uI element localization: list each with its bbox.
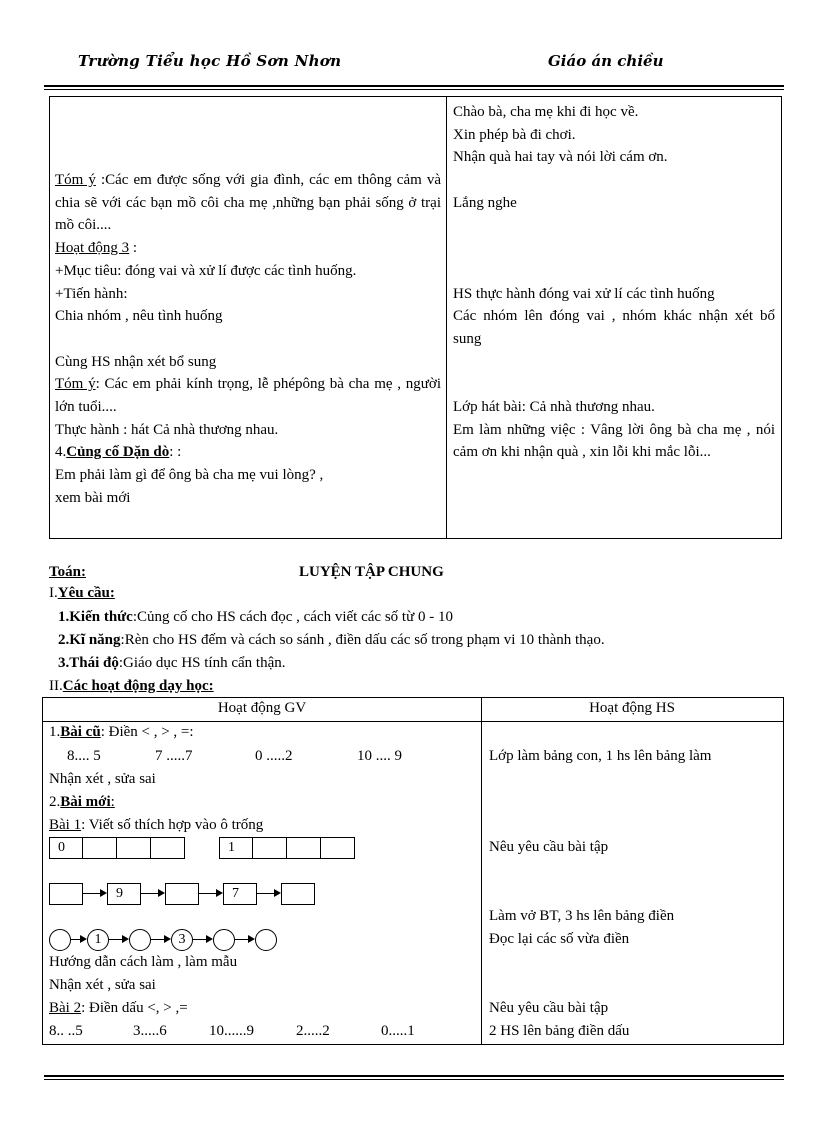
objective-line: +Mục tiêu: đóng vai và xử lí được các tình huống. [55, 262, 357, 279]
student-column-header: Hoạt động HS [589, 700, 675, 716]
old-lesson-heading [49, 724, 194, 741]
objective-knowledge-text: :Củng cố cho HS cách đọc , cách viết các số từ 0 - 10 [132, 609, 453, 625]
student-activity-3: Làm vở BT, 3 hs lên bảng điền [489, 908, 675, 924]
header-divider [43, 721, 783, 722]
column-divider [481, 698, 482, 1044]
arrow-right-icon [83, 883, 107, 905]
activities-num: II. [49, 678, 63, 694]
chain-box-empty [281, 883, 315, 905]
objective-attitude [58, 655, 286, 672]
header-doc-title: Giáo án chiều [548, 52, 664, 70]
old-lesson-label: Bài cũ [60, 724, 101, 740]
number-box-empty [117, 837, 151, 859]
header-school-name: Trường Tiểu học Hồ Sơn Nhơn [78, 52, 342, 70]
teacher-column [55, 169, 441, 510]
exercise-2-text: : Điền dấu <, > ,= [81, 1000, 188, 1016]
footer-rule [44, 1075, 784, 1077]
student-line-1: Chào bà, cha mẹ khi đi học về. [453, 104, 639, 120]
activity-table-continued [49, 96, 782, 539]
new-lesson-num: 2. [49, 794, 61, 810]
group-line: Chia nhóm , nêu tình huống [55, 308, 223, 325]
number-box-empty [287, 837, 321, 859]
arrow-right-icon [141, 883, 165, 905]
compare-item-4: 10 .... 9 [357, 748, 402, 764]
fill-item-1: 8.. ..5 [49, 1023, 83, 1039]
arrow-chain-boxes [49, 883, 315, 905]
requirements-label: Yêu cầu: [57, 585, 115, 601]
footer-rule-thin [44, 1079, 784, 1080]
number-boxes-b [219, 837, 355, 859]
arrow-right-icon [235, 929, 255, 951]
exercise-2-label: Bài 2 [49, 1000, 82, 1016]
chain-circle-empty [49, 929, 71, 951]
practice-line: Thực hành : hát Cả nhà thương nhau. [55, 421, 279, 438]
summary-text: :Các em được sống với gia đình, các em thông cảm và chia sẽ với các bạn mồ côi cha mẹ ,những bạn phải sống ở trại mồ côi.... [55, 172, 441, 234]
new-lesson-colon: : [110, 794, 115, 810]
review-line-2: Nhận xét , sửa sai [49, 977, 156, 993]
student-activity-4: Đọc lại các số vừa điền [489, 931, 630, 947]
student-line-2: Xin phép bà đi chơi. [453, 126, 576, 143]
requirements-heading [49, 585, 115, 602]
chain-circle-empty [129, 929, 151, 951]
subject-label: Toán: [49, 564, 86, 580]
exercise-1-text: : Viết số thích hợp vào ô trống [81, 817, 264, 833]
spacer [453, 215, 775, 238]
activities-label: Các hoạt động dạy học: [62, 678, 214, 694]
activities-heading [49, 678, 214, 695]
procedure-line: +Tiến hành: [55, 285, 128, 302]
student-line-7: Lớp hát bài: Cả nhà thương nhau. [453, 399, 655, 416]
exercise-1-heading [49, 817, 263, 834]
chain-circle-empty [255, 929, 277, 951]
objective-skill-text: :Rèn cho HS đếm và cách so sánh , điền dấu các số trong phạm vi 10 thành thạo. [120, 632, 605, 648]
column-divider [446, 97, 447, 538]
objective-attitude-label: 3.Thái độ [58, 655, 119, 671]
spacer [453, 169, 775, 192]
chain-circle-empty [213, 929, 235, 951]
new-lesson-heading [49, 794, 115, 811]
activity-3-heading [55, 237, 441, 260]
arrow-right-icon [199, 883, 223, 905]
fill-item-4: 2.....2 [296, 1023, 330, 1039]
fill-item-5: 0.....1 [381, 1023, 415, 1039]
student-activity-6: 2 HS lên bảng điền dấu [489, 1023, 630, 1039]
fill-item-3: 10......9 [209, 1023, 254, 1039]
requirements-num: I. [49, 585, 58, 601]
new-lesson-label: Bài mới [60, 794, 111, 810]
number-box: 1 [219, 837, 253, 859]
chain-box: 7 [223, 883, 257, 905]
review-line: Cùng HS nhận xét bổ sung [55, 353, 217, 370]
student-line-3: Nhận quà hai tay và nói lời cám ơn. [453, 149, 668, 166]
spacer [453, 237, 775, 260]
wrapup-label: Củng cố Dặn dò [66, 444, 170, 461]
summary-label: Tóm ý [55, 172, 96, 188]
number-boxes-a [49, 837, 185, 859]
summary-paragraph [55, 169, 441, 237]
compare-item-1: 8.... 5 [67, 748, 101, 764]
guide-line: Hướng dẫn cách làm , làm mẫu [49, 954, 238, 970]
question-line: Em phải làm gì để ông bà cha mẹ vui lòng? , [55, 467, 324, 484]
chain-circle: 3 [171, 929, 193, 951]
student-column [453, 101, 775, 464]
spacer [453, 260, 775, 283]
student-activity-2: Nêu yêu cầu bài tập [489, 839, 609, 855]
header-rule [44, 85, 784, 87]
lesson-title: LUYỆN TẬP CHUNG [299, 564, 444, 580]
lesson-title-row [49, 564, 444, 581]
number-box-empty [253, 837, 287, 859]
arrow-right-icon [151, 929, 171, 951]
number-box: 0 [49, 837, 83, 859]
compare-item-2: 7 .....7 [155, 748, 193, 764]
number-box-empty [151, 837, 185, 859]
student-activity-1: Lớp làm bảng con, 1 hs lên bảng làm [489, 748, 712, 764]
chain-circle: 1 [87, 929, 109, 951]
objective-knowledge-label: 1.Kiến thức [58, 609, 133, 625]
student-line-6: Các nhóm lên đóng vai , nhóm khác nhận xét bổ sung [453, 308, 775, 347]
old-lesson-num: 1. [49, 724, 61, 740]
wrapup-colon: : : [169, 444, 182, 461]
student-line-8: Em làm những việc : Vâng lời ông bà cha mẹ , nói cảm ơn khi nhận quà , xin lỗi khi mắc lỗi... [453, 421, 775, 461]
wrapup-num: 4. [55, 444, 67, 461]
arrow-right-icon [193, 929, 213, 951]
arrow-right-icon [71, 929, 87, 951]
teacher-column-header: Hoạt động GV [217, 700, 307, 716]
chain-box: 9 [107, 883, 141, 905]
objective-skill-label: 2.Kĩ năng [58, 632, 121, 648]
chain-box-empty [49, 883, 83, 905]
exercise-1-label: Bài 1 [49, 817, 82, 833]
objective-knowledge [58, 609, 453, 626]
fill-item-2: 3.....6 [133, 1023, 167, 1039]
activity-3-label: Hoạt động 3 [55, 240, 130, 257]
activities-table [42, 697, 784, 1045]
review-line-1: Nhận xét , sửa sai [49, 771, 156, 787]
spacer [453, 351, 775, 374]
header-rule-thin [44, 89, 784, 90]
objective-skill [58, 632, 605, 649]
student-activity-5: Nêu yêu cầu bài tập [489, 1000, 609, 1016]
number-box-empty [321, 837, 355, 859]
compare-item-3: 0 .....2 [255, 748, 293, 764]
student-line-4: Lắng nghe [453, 194, 517, 211]
exercise-2-heading [49, 1000, 188, 1017]
arrow-right-icon [109, 929, 129, 951]
old-lesson-text: : Điền < , > , =: [100, 724, 194, 740]
objective-attitude-text: :Giáo dục HS tính cẩn thận. [118, 655, 286, 671]
activity-3-colon: : [129, 240, 138, 257]
summary-label-2: Tóm ý [55, 376, 96, 393]
number-box-empty [83, 837, 117, 859]
student-line-5: HS thực hành đóng vai xử lí các tình huống [453, 285, 715, 302]
summary-text-2: : Các em phải kính trọng, lễ phépông bà cha mẹ , người lớn tuổi.... [55, 376, 441, 416]
spacer [453, 373, 775, 396]
wrapup-heading [55, 441, 441, 464]
arrow-chain-circles [49, 929, 277, 951]
next-lesson-line: xem bài mới [55, 489, 131, 506]
chain-box-empty [165, 883, 199, 905]
arrow-right-icon [257, 883, 281, 905]
summary-paragraph-2 [55, 373, 441, 418]
spacer [55, 328, 441, 351]
